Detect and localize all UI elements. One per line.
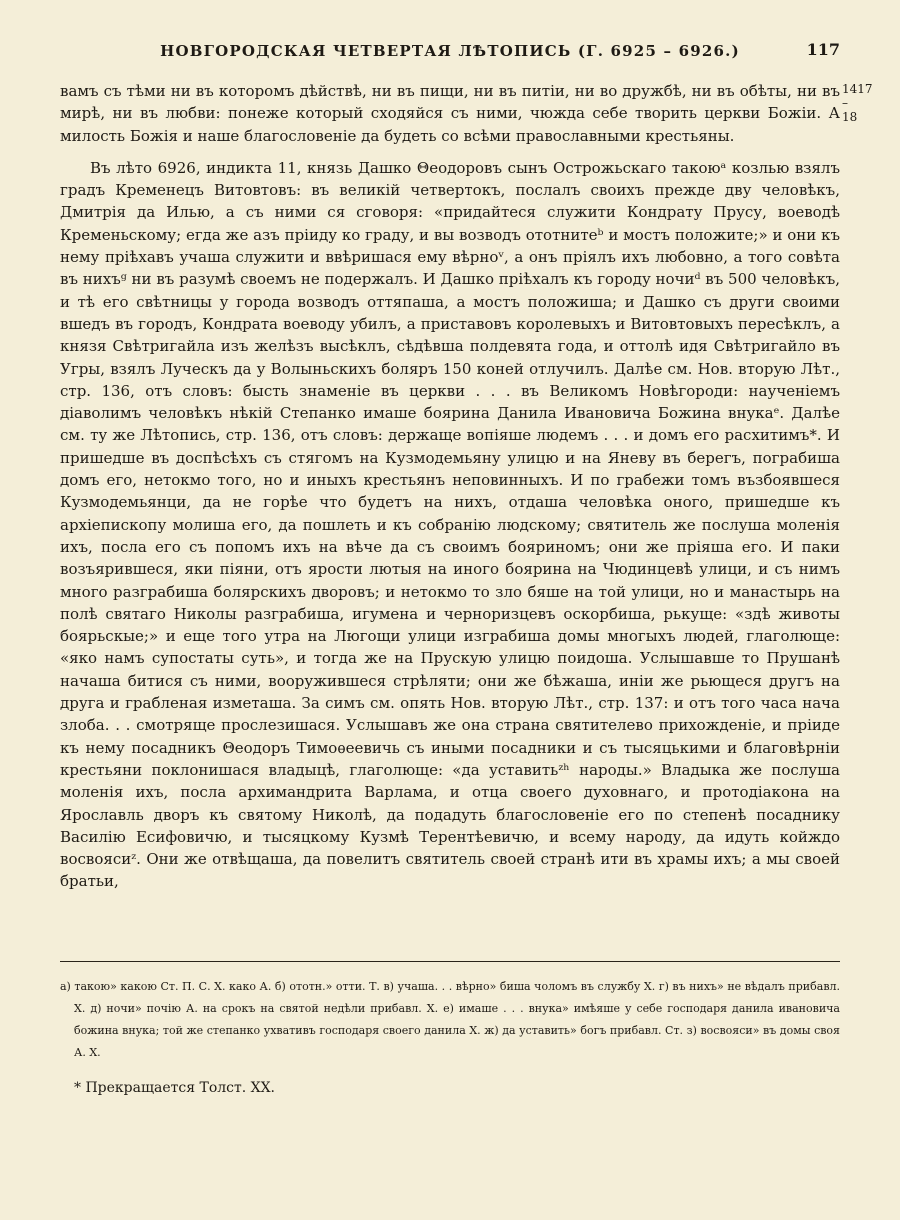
margin-year-bottom: – 18 bbox=[842, 96, 858, 124]
page-header bbox=[60, 36, 840, 66]
page-number: 117 bbox=[806, 40, 840, 59]
margin-year-top: 1417 bbox=[842, 82, 873, 96]
footnote-apparatus: а) такою» какою Ст. П. С. Х. како А. б) ототн.» отти. Т. в) учаша. . . вѣрно» биша чоломъ въ службу Х. г) въ нихъ» не вѣдалъ прибавл. Х. д) ночи» почію А. на срокъ на святой недѣли прибавл. Х. е) имаше . . . внука» имѣяше у себе господаря данила ивановича божина внука; той же степанко ухвативъ господаря своего данила Х. ж) да уставить» богъ прибавл. Ст. з) восвояси» въ домы своя А. Х. bbox=[60, 980, 840, 1059]
paragraph-1: вамъ съ тѣми ни въ которомъ дѣйствѣ, ни въ пищи, ни въ питіи, ни во дружбѣ, ни въ обѣты, ни въ мирѣ, ни въ любви: понеже который сходяйся съ ними, чюжда себе творить церкви Божіи. А милость Божія и наше благословеніе да будеть со всѣми православными крестьяны. bbox=[60, 82, 840, 145]
main-text bbox=[60, 80, 840, 893]
footnotes bbox=[60, 976, 840, 1064]
document-page bbox=[60, 36, 873, 1096]
paragraph-2: Въ лѣто 6926, индикта 11, князь Дашко Θеодоровъ сынъ Острожьскаго такоюᵃ козлью взялъ градъ Кременецъ Витовтовъ: въ великій четвертокъ, послалъ своихъ прежде дву человѣкъ, Дмитрія да Илью, а съ ними ся сговоря: «придайтеся служити Кондрату Прусу, воеводѣ Кременьскому; егда же азъ пріиду ко граду, и вы возводъ ототнитеᵇ и мостъ положите;» и они къ нему пріѣхавъ учаша служити и ввѣришася ему вѣрноᵛ, а онъ пріялъ ихъ любовно, а того совѣта въ нихъᵍ ни въ разумѣ своемъ не подержалъ. И Дашко пріѣхалъ къ городу ночиᵈ въ 500 человѣкъ, и тѣ его свѣтницы у города возводъ оттяпаша, а мостъ положиша; и Дашко съ други своими вшедъ въ городъ, Кондрата воеводу убилъ, а приставовъ королевыхъ и Витовтовыхъ пересѣклъ, а князя Свѣтригайла изъ желѣзъ высѣклъ, сѣдѣвша полдевята года, и оттолѣ идя Свѣтригайло въ Угры, взялъ Луческъ да у Волыньскихъ боляръ 150 коней отлучилъ. Далѣе см. Нов. вторую Лѣт., стр. 136, отъ словъ: бысть знаменіе въ церкви . . . въ Великомъ Новѣгороди: наученіемъ діаволимъ человѣкъ нѣкій Степанко имаше боярина Данила Ивановича Божина внукаᵉ. Далѣе см. ту же Лѣтопись, стр. 136, отъ словъ: держаще вопіяше людемъ . . . и домъ его расхитимъ*. И пришедше въ доспѣсѣхъ съ стягомъ на Кузмодемьяну улицю и на Яневу въ берегъ, пограбиша домъ его, нетокмо того, но и иныхъ крестьянъ неповинныхъ. И по грабежи томъ възбоявшеся Кузмодемьянци, да не горѣе что будетъ на нихъ, отдаша человѣка оного, пришедше къ архіепископу молиша его, да пошлеть и къ собранію людскому; святитель же послуша моленія ихъ, посла его съ попомъ ихъ на вѣче да съ своимъ бояриномъ; они же пріяша его. И паки возъярившеся, яки піяни, отъ ярости лютыя на иного боярина на Чюдинцевѣ улици, и съ нимъ много разграбиша болярскихъ дворовъ; и нетокмо то зло бяше на той улици, но и манастырь на полѣ святаго Николы разграбиша, игумена и черноризцевъ оскорбиша, рькуще: «здѣ животы боярьскые;» и еще того утра на Люгощи улици изграбиша домы многыхъ людей, глаголюще: «яко намъ супостаты суть», и тогда же на Прускую улицю поидоша. Услышавше то Прушанѣ начаша битися съ ними, вооружившеся стрѣляти; они же бѣжаша, иніи же рьющеся другъ на друга и грабленая изметаша. За симъ см. опять Нов. вторую Лѣт., стр. 137: и отъ того часа нача злоба. . . смотряще прослезишася. Услышавъ же она страна святителево прихожденіе, и пріиде къ нему посадникъ Θеодоръ Тимоѳеевичь съ иными посадники и съ тысяцькими и благовѣрніи крестьяни поклонишася владыцѣ, глаголюще: «да уставитьᶻʰ народы.» Владыка же послуша моленія ихъ, посла архимандрита Варлама, и отца своего духовнаго, и протодіакона на Ярославль дворъ къ святому Николѣ, да подадуть благословеніе его по степенѣ посаднику Василію Есифовичю, и тысяцкому Кузмѣ Терентѣевичю, и всему народу, да идуть койждо восвоясиᶻ. Они же отвѣщаша, да повелитъ святитель своей странѣ ити въ храмы ихъ; а мы своей братьи, bbox=[60, 158, 840, 891]
running-title: НОВГОРОДСКАЯ ЧЕТВЕРТАЯ ЛѢТОПИСЬ (Г. 6925 – 6926.) bbox=[160, 42, 740, 60]
footnote-divider bbox=[60, 961, 840, 962]
bottom-note: * Прекращается Толст. XX. bbox=[74, 1080, 276, 1096]
